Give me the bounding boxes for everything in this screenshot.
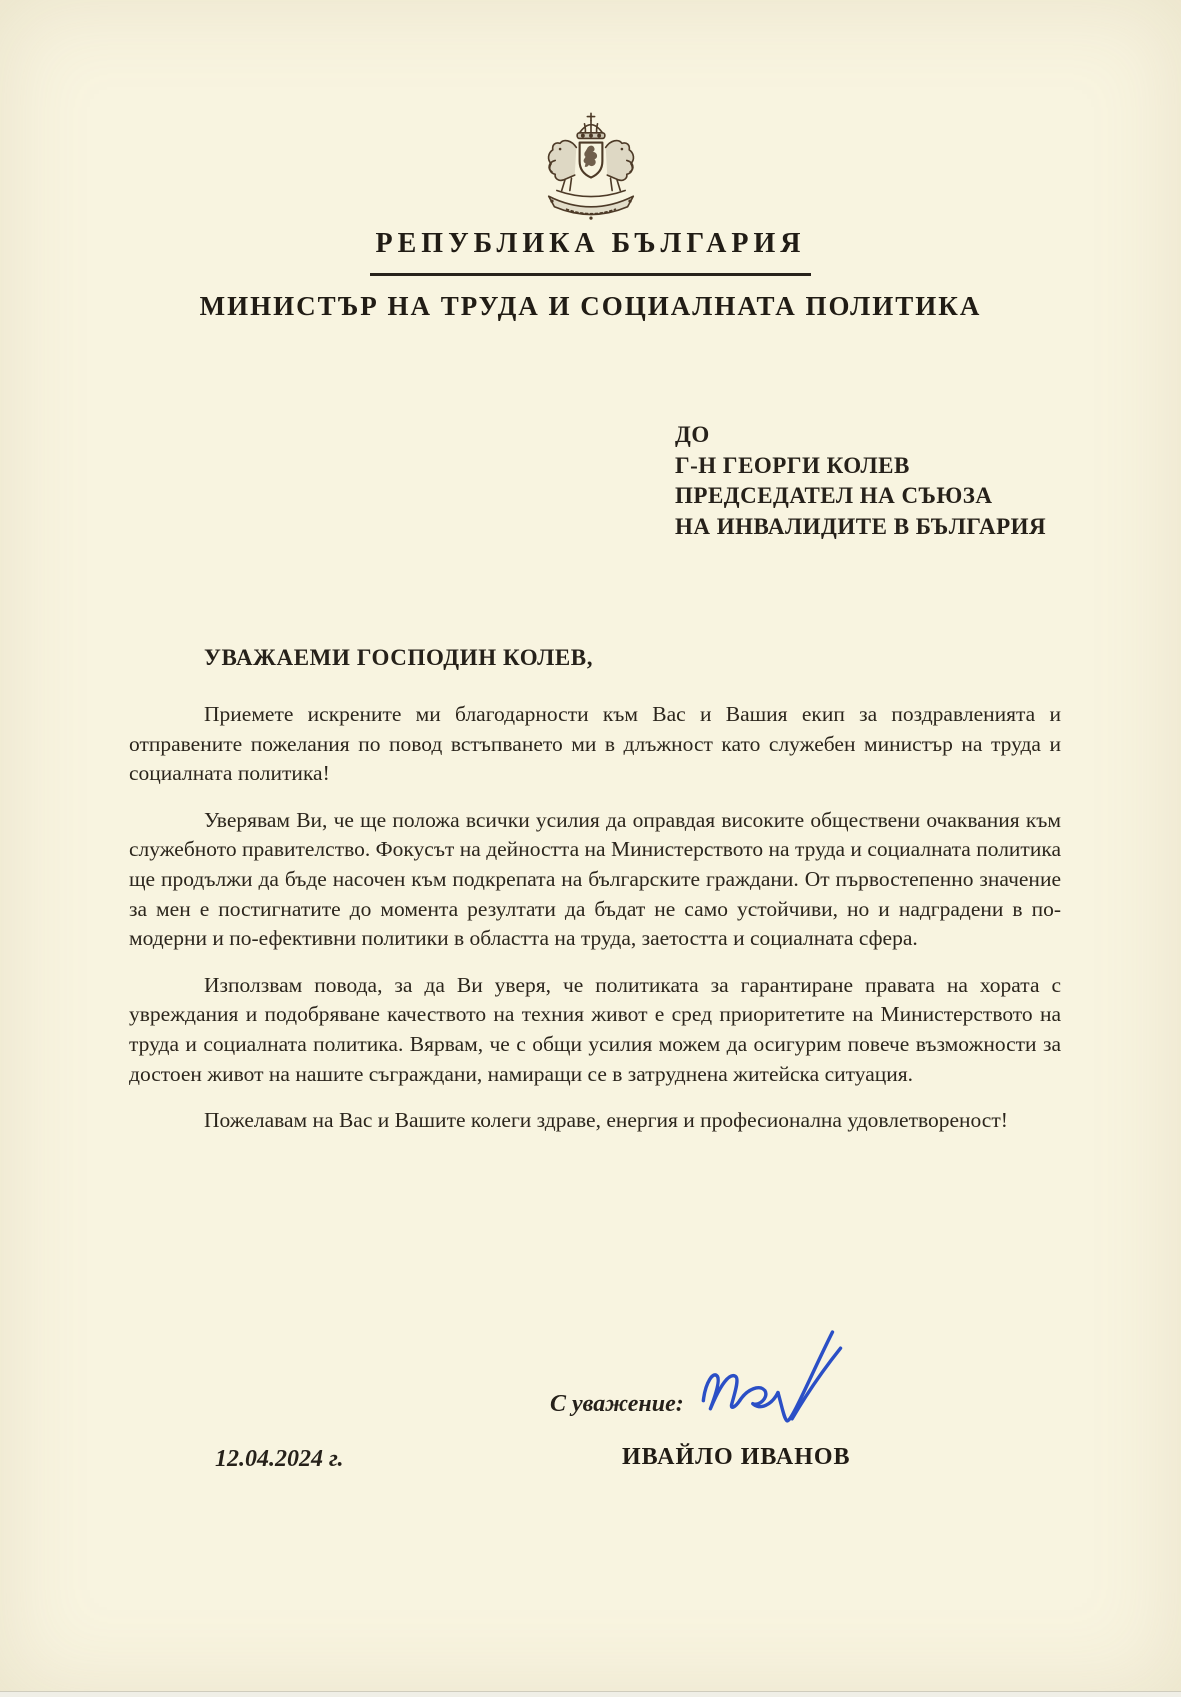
recipient-line-org: НА ИНВАЛИДИТЕ В БЪЛГАРИЯ — [675, 513, 1047, 539]
closing-regards-label: С уважение: — [550, 1391, 684, 1417]
letter-body — [129, 700, 1061, 1153]
letter-date: 12.04.2024 г. — [215, 1446, 344, 1472]
republic-title-wrap — [0, 228, 1181, 276]
recipient-block — [675, 420, 1046, 542]
body-paragraph-1: Приемете искрените ми благодарности към Вас и Вашия екип за поздравленията и отправените пожелания по повод встъпването ми в длъжност като служебен министър на труда и социалната политика! — [129, 702, 1061, 786]
recipient-line-title: ПРЕДСЕДАТЕЛ НА СЪЮЗА — [675, 483, 993, 508]
signer-name: ИВАЙЛО ИВАНОВ — [622, 1444, 851, 1470]
scan-bottom-edge — [0, 1691, 1181, 1697]
salutation: УВАЖАЕМИ ГОСПОДИН КОЛЕВ, — [204, 645, 594, 670]
republic-title: РЕПУБЛИКА БЪЛГАРИЯ — [370, 228, 812, 276]
bulgarian-coat-of-arms-icon — [516, 110, 666, 232]
handwritten-signature-icon — [693, 1326, 865, 1442]
body-paragraph-4: Пожелавам на Вас и Вашите колеги здраве, енергия и професионална удовлетвореност! — [204, 1108, 1008, 1133]
ministry-title: МИНИСТЪР НА ТРУДА И СОЦИАЛНАТА ПОЛИТИКА — [199, 291, 982, 321]
body-paragraph-3: Използвам повода, за да Ви уверя, че политиката за гарантиране правата на хората с увреждания и подобряване качеството на техния живот е сред приоритетите на Министерството на труда и социалната политика. Вярвам, че с общи усилия можем да осигурим повече възможности за достоен живот на нашите съграждани, намиращи се в затруднена житейска ситуация. — [129, 972, 1061, 1086]
recipient-line-to: ДО — [675, 422, 710, 447]
body-paragraph-2: Уверявам Ви, че ще положа всички усилия да оправдая високите обществени очаквания към служебното правителство. Фокусът на дейността на Министерството на труда и социалната политика ще продължи да бъде насочен към подкрепата на българските граждани. От първостепенно значение за мен е постигнатите до момента резултати да бъдат не само устойчиви, но и надградени в по-модерни и по-ефективни политики в областта на труда, заетостта и социалната сфера. — [129, 807, 1061, 951]
recipient-line-name: Г-Н ГЕОРГИ КОЛЕВ — [675, 452, 910, 478]
